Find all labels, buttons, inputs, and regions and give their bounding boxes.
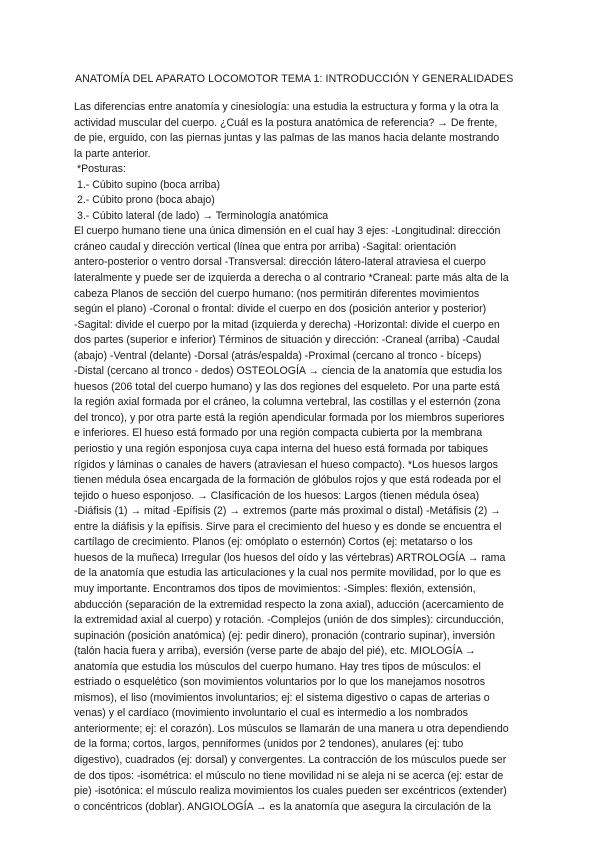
body-text-line: cráneo caudal y dirección vertical (línea que entra por arriba) -Sagital: orientación: [74, 240, 457, 253]
body-text-line: Las diferencias entre anatomía y cinesiología: una estudia la estructura y forma y la otra la: [74, 101, 499, 113]
body-text-line: según el plano) -Coronal o frontal: divide el cuerpo en dos (posición anterior y posterior): [74, 303, 487, 316]
body-text-line: tienen médula ósea encargada de la formación de glóbulos rojos y que está rodeada por el: [74, 474, 501, 487]
body-text-line: (talón hacia fuera y arriba), eversión (verse parte de abajo del pié), etc. MIOLOGÍA →: [74, 645, 476, 658]
body-text-line: 2.- Cúbito prono (boca abajo): [74, 194, 215, 207]
body-text-line: la región axial formada por el cráneo, la columna vertebral, las costillas y el esternón (zona: [74, 396, 501, 409]
body-text-line: anteriormente; ej: el corazón). Los músculos se llamarán de una manera u otra dependiendo: [74, 722, 509, 735]
body-text-line: (abajo) -Ventral (delante) -Dorsal (atrás/espalda) -Proximal (cercano al tronco - bíceps): [74, 349, 482, 362]
body-text-line: antero-posterior o ventro dorsal -Transversal: dirección látero-lateral atraviesa el cuerpo: [74, 256, 486, 269]
body-text-line: cartílago de crecimiento. Planos (ej: omóplato o esternón) Cortos (ej: metatarso o los: [74, 536, 473, 549]
body-text-line: de dos tipos: -isométrica: el músculo no tiene movilidad ni se aleja ni se acerca (ej: estar de: [74, 769, 504, 782]
body-text-line: la extremidad axial al cuerpo) y rotación. -Complejos (unión de dos simples): circunducción,: [74, 614, 504, 627]
body-text-line: tejido o hueso esponjoso. → Clasificación de los huesos: Largos (tienen médula ósea): [74, 489, 480, 502]
body-text-line: cabeza Planos de sección del cuerpo humano: (nos permitirán diferentes movimientos: [74, 287, 480, 300]
document-body: [74, 100, 534, 815]
body-text-line: de pie, erguido, con las piernas juntas y las palmas de las manos hacia delante mostrando: [74, 132, 500, 145]
body-text-line: entre la diáfisis y la epífisis. Sirve para el crecimiento del hueso y es donde se encuentra el: [74, 520, 502, 533]
body-text-line: -Distal (cercano al tronco - dedos) OSTEOLOGÍA → ciencia de la anatomía que estudia los: [74, 365, 503, 378]
body-text-line: actividad muscular del cuerpo. ¿Cuál es la postura anatómica de referencia? → De frente,: [74, 116, 498, 129]
body-text-line: venas) y el cardíaco (movimiento involuntario el cual es intermedio a los nombrados: [74, 707, 468, 720]
body-text-line: del tronco), y por otra parte está la región apendicular formada por los miembros superiores: [74, 411, 505, 424]
body-text-line: 3.- Cúbito lateral (de lado) → Terminología anatómica: [74, 209, 329, 222]
body-text-line: mismos), el liso (movimientos involuntarios; ej: el sistema digestivo o capas de arterias o: [74, 691, 490, 704]
body-text-line: rígidos y láminas o canales de havers (atraviesan el hueso compacto). *Los huesos largos: [74, 458, 498, 471]
body-text-line: 1.- Cúbito supino (boca arriba): [74, 178, 221, 191]
body-text-line: de la forma; cortos, largos, penniformes (unidos por 2 tendones), anulares (ej: tubo: [74, 738, 464, 751]
body-text-line: -Sagital: divide el cuerpo por la mitad (izquierda y derecha) -Horizontal: divide el cuerpo en: [74, 318, 500, 331]
body-text-line: la parte anterior.: [74, 147, 151, 160]
body-text-line: lateralmente y puede ser de izquierda a derecha o al contrario *Craneal: parte más alta de la: [74, 272, 509, 285]
body-text-line: e inferiores. El hueso está formado por una región compacta cubierta por la membrana: [74, 427, 483, 440]
body-text-line: digestivo), cuadrados (ej: dorsal) y convergentes. La contracción de los músculos puede ser: [74, 753, 507, 766]
body-text-line: supinación (posición anatómica) (ej: pedir dinero), pronación (contrario supinar), inversión: [74, 629, 496, 642]
body-text-line: periostio y una región esponjosa cuya capa interna del hueso está formada por tabiques: [74, 443, 489, 456]
body-text-line: -Diáfisis (1) → mitad -Epífisis (2) → extremos (parte más proximal o distal) -Metáfisis (2) →: [74, 505, 501, 518]
body-text-line: huesos de la muñeca) Irregular (los huesos del oído y las vértebras) ARTROLOGÍA → rama: [74, 551, 506, 564]
body-text-line: muy importante. Encontramos dos tipos de movimientos: -Simples: flexión, extensión,: [74, 582, 476, 595]
body-text-line: anatomía que estudia los músculos del cuerpo humano. Hay tres tipos de músculos: el: [74, 660, 481, 673]
body-text-line: estriado o esquelético (son movimientos voluntarios por lo que los manejamos nosotros: [74, 676, 486, 689]
body-text-line: abducción (separación de la extremidad respecto la zona axial), aducción (acercamiento de: [74, 598, 504, 611]
body-text-line: El cuerpo humano tiene una única dimensión en el cual hay 3 ejes: -Longitudinal: dirección: [74, 225, 501, 238]
body-text-line: o concéntricos (doblar). ANGIOLOGÍA → es la anatomía que asegura la circulación de la: [74, 800, 491, 813]
body-text-line: de la anatomía que estudia las articulaciones y la cual nos permite movilidad, por lo que es: [74, 567, 501, 580]
body-text-line: huesos (206 total del cuerpo humano) y las dos regiones del esqueleto. Por una parte está: [74, 380, 500, 393]
body-text-line: pie) -isotónica: el músculo realiza movimientos los cuales pueden ser excéntricos (extender): [74, 785, 507, 798]
body-text-line: *Posturas:: [74, 163, 126, 176]
document-title: ANATOMÍA DEL APARATO LOCOMOTOR TEMA 1: INTRODUCCIÓN Y GENERALIDADES: [75, 73, 514, 85]
body-text-line: dos partes (superior e inferior) Términos de situación y dirección: -Craneal (arriba) -Caudal: [74, 334, 500, 347]
